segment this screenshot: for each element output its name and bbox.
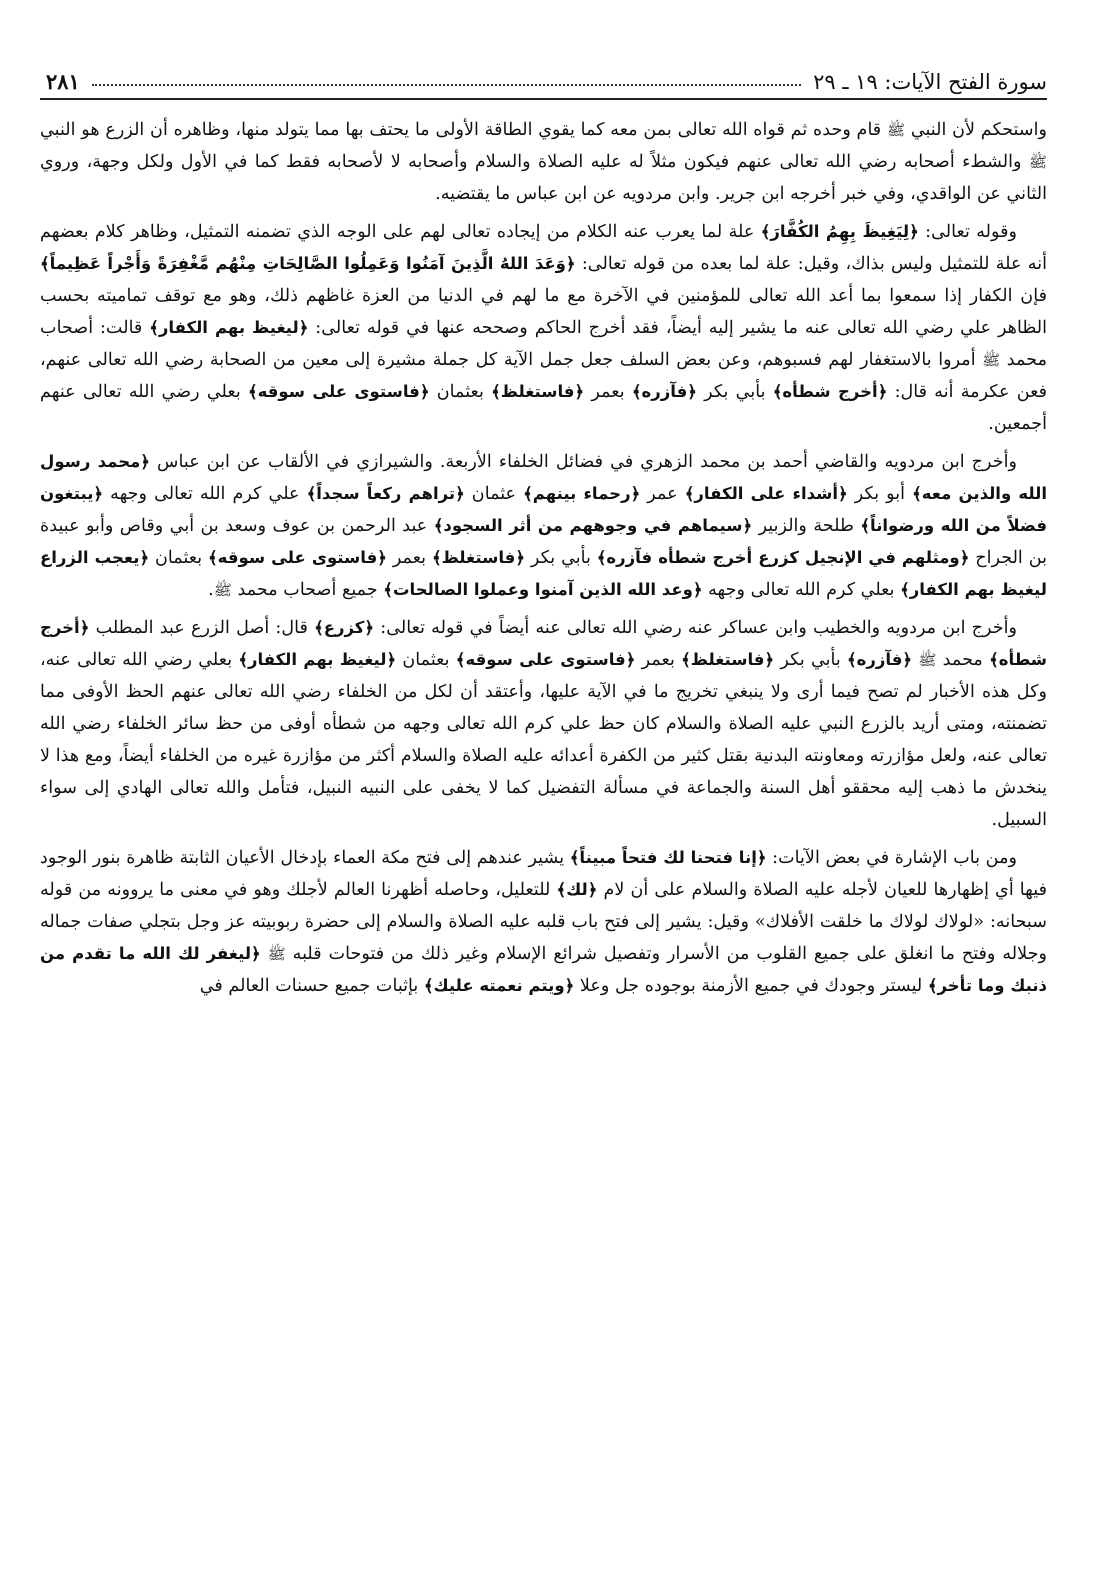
quran-quote: ﴿يعجب الزراع ليغيظ بهم الكفار﴾: [40, 548, 1047, 599]
text-run: بعمر: [584, 382, 632, 402]
text-run: للتعليل، وحاصله أظهرنا العالم لأجلك وهو في معنى ما يروونه من قوله سبحانه: «لولاك لولاك ما خلقت الأفلاك» وقيل: يشير إلى فتح باب قلبه عليه الصلاة والسلام إلى حضرة ربوبيته عز وجل بتجلي صفات جماله وجلاله وفتح ما انغلق على جميع القلوب من الأسرار وتفصيل شرائع الإسلام وغير ذلك من فتوحات قلبه: [40, 880, 1047, 964]
page-header: [46, 58, 1047, 94]
text-run: بعثمان: [149, 548, 209, 568]
quran-quote: ﴿كزرع﴾: [314, 618, 375, 637]
text-run: ومن باب الإشارة في بعض الآيات:: [766, 848, 1017, 868]
text-run: طلحة والزبير: [752, 516, 861, 536]
text-run: بعثمان: [396, 650, 456, 670]
text-run: محمد: [936, 650, 990, 670]
text-run: أبو بكر: [847, 484, 913, 504]
text-run: عمر: [640, 484, 685, 504]
text-run: قالت: أصحاب محمد: [40, 318, 1047, 370]
quran-quote: ﴿ويتم نعمته عليك﴾: [423, 976, 575, 995]
paragraph-1: [40, 114, 1047, 210]
quran-quote: ﴿فآزره﴾: [847, 650, 913, 669]
paragraph-3: [40, 446, 1047, 606]
page-number: ٢٨١: [46, 69, 80, 94]
paragraph-4: [40, 612, 1047, 836]
running-title: سورة الفتح الآيات: ١٩ ـ ٢٩: [813, 70, 1047, 94]
text-run: واستحكم لأن النبي: [905, 120, 1047, 140]
quran-quote: ﴿إنا فتحنا لك فتحاً مبيناً﴾: [569, 848, 767, 867]
quran-quote: ﴿فاستغلظ﴾: [681, 650, 775, 669]
honorific-symbol: ﷺ: [267, 945, 286, 963]
text-run: والشطء أصحابه رضي الله تعالى عنهم فيكون مثلاً له عليه الصلاة والسلام وأصحابه لا لأصحابه فقط كما في الأول ولكل وجهة، وروي الثاني عن الواقدي، وفي خبر أخرجه ابن جرير. وابن مردويه عن ابن عباس ما يقتضيه.: [40, 152, 1047, 204]
quran-quote: ﴿أشداء على الكفار﴾: [684, 484, 848, 503]
text-run: علي كرم الله تعالى وجهه: [103, 484, 307, 504]
quran-quote: ﴿ليغيظ بهم الكفار﴾: [149, 318, 309, 337]
page-body: [40, 114, 1047, 1002]
honorific-symbol: ﷺ: [213, 581, 232, 599]
quran-quote: ﴿أخرج شطأه﴾: [40, 618, 1047, 669]
text-run: بعلي رضي الله تعالى عنهم أجمعين.: [40, 382, 1047, 434]
quran-quote: ﴿فاستوى على سوقه﴾: [455, 650, 636, 669]
text-run: بعثمان: [429, 382, 492, 402]
quran-quote: ﴿رحماء بينهم﴾: [523, 484, 641, 503]
text-run: فإن الكفار إذا سمعوا بما أعد الله تعالى للمؤمنين في الآخرة مع ما لهم في الدنيا من العزة غاظهم ذلك، وهو مع توقف تماميته بحسب الظاهر علي رضي الله تعالى عنه ما يشير إليه أيضاً، فقد أخرج الحاكم وصححه عنها في قوله تعالى:: [40, 286, 1047, 338]
quran-quote: ﴿فآزره﴾: [631, 382, 697, 401]
paragraph-5: [40, 842, 1047, 1002]
quran-quote: ﴿لِيَغِيظَ بِهِمُ الكُفَّارَ﴾: [760, 222, 919, 241]
honorific-symbol: ﷺ: [886, 121, 906, 139]
text-run: قام وحده ثم قواه الله تعالى بمن معه كما يقوي الطاقة الأولى ما يحتف بها مما يتولد منها، وظاهره أن الزرع هو النبي: [40, 120, 887, 140]
text-run: جميع أصحاب محمد: [231, 580, 384, 600]
text-run: عثمان: [464, 484, 524, 504]
text-run: قال: أصل الزرع عبد المطلب: [89, 618, 315, 638]
quran-quote: ﴿فاستوى على سوقه﴾: [247, 382, 430, 401]
text-run: عبد الرحمن بن عوف وسعد بن أبي وقاص وأبو عبيدة بن الجراح: [40, 516, 1047, 568]
quran-quote: ﴿فاستغلظ﴾: [491, 382, 585, 401]
honorific-symbol: ﷺ: [918, 651, 937, 669]
paragraph-2: [40, 216, 1047, 440]
quran-quote: ﴿أخرج شطأه﴾: [772, 382, 888, 401]
quran-quote: ﴿سيماهم في وجوههم من أثر السجود﴾: [433, 516, 753, 535]
text-run: وأخرج ابن مردويه والقاضي أحمد بن محمد الزهري في فضائل الخلفاء الأربعة. والشيرازي في الألقاب عن ابن عباس: [149, 452, 1017, 472]
quran-quote: ﴿فاستغلظ﴾: [431, 548, 525, 567]
text-run: أمروا بالاستغفار لهم فسبوهم، وعن بعض السلف جعل جمل الآية كل جملة مشيرة إلى معين من الصحابة رضي الله تعالى عنهم، فعن عكرمة أنه قال:: [40, 350, 1048, 402]
text-run: بأبي بكر: [696, 382, 773, 402]
text-run: وقوله تعالى:: [918, 222, 1018, 242]
quran-quote: ﴿وعد الله الذين آمنوا وعملوا الصالحات﴾: [383, 580, 703, 599]
text-run: علة لما يعرب عنه الكلام من إيجاده تعالى لهم على الوجه الذي تضمنه التمثيل، وظاهر كلام بعضهم أنه علة للتمثيل وليس بذاك، وقيل: علة لما بعده من قوله تعالى:: [40, 222, 1047, 274]
text-run: بأبي بكر: [524, 548, 597, 568]
honorific-symbol: ﷺ: [1028, 153, 1047, 171]
honorific-symbol: ﷺ: [982, 351, 1001, 369]
text-run: .: [208, 580, 214, 600]
quran-quote: ﴿لك﴾: [556, 880, 598, 899]
text-run: ليستر وجودك في جميع الأزمنة بوجوده جل وعلا: [574, 976, 928, 996]
quran-quote: ﴿تراهم ركعاً سجداً﴾: [306, 484, 465, 503]
text-run: بأبي بكر: [774, 650, 847, 670]
header-dot-leader: [92, 84, 801, 86]
text-run: وأخرج ابن مردويه والخطيب وابن عساكر عنه رضي الله تعالى عنه أيضاً في قوله تعالى:: [374, 618, 1017, 638]
text-run: يشير عندهم إلى فتح مكة العماء بإدخال الأعيان الثابتة ظاهرة بنور الوجود فيها أي إظهارها للعيان لأجله عليه الصلاة والسلام على أن لام: [40, 848, 1047, 900]
quran-quote: ﴿وَعَدَ اللهُ الَّذِينَ آمَنُوا وَعَمِلُوا الصَّالِحَاتِ مِنْهُم مَّغْفِرَةً وَأَجْراً عَظِيماً﴾: [40, 254, 576, 273]
quran-quote: ﴿ليغفر لك الله ما تقدم من ذنبك وما تأخر﴾: [40, 944, 1047, 995]
text-run: [261, 944, 268, 964]
quran-quote: ﴿فاستوى على سوقه﴾: [208, 548, 387, 567]
quran-quote: ﴿ليغيظ بهم الكفار﴾: [238, 650, 397, 669]
quran-quote: ﴿يبتغون فضلاً من الله ورضواناً﴾: [40, 484, 1047, 535]
text-run: بعلي رضي الله تعالى عنه، وكل هذه الأخبار لم تصح فيما أرى ولا ينبغي تخريج ما في الآية عليها، وأعتقد أن لكل من الخلفاء رضي الله تعالى عنهم الحظ الأوفى مما تضمنته، ومتى أريد بالزرع النبي عليه الصلاة والسلام كان حظ علي كرم الله تعالى وجهه من شطأه أوفى من حظ سائر الخلفاء رضي الله تعالى عنه، ولعل مؤازرته ومعاونته البدنية بقتل كثير من الكفرة أعدائه عليه الصلاة والسلام أكثر من مؤازرة غيره من الخلفاء أيضاً، ومع هذا لا ينخدش ما ذهب إليه محققو أهل السنة والجماعة في مسألة التفضيل كما لا يخفى على النبيه النبيل، فتأمل والله تعالى الهادي إلى سواء السبيل.: [40, 650, 1047, 830]
text-run: بعمر: [635, 650, 682, 670]
text-run: بعلي كرم الله تعالى وجهه: [702, 580, 901, 600]
text-run: بإثبات جميع حسنات العالم في: [199, 976, 424, 996]
quran-quote: ﴿محمد رسول الله والذين معه﴾: [40, 452, 1048, 503]
text-run: بعمر: [386, 548, 432, 568]
header-rule: [40, 98, 1047, 100]
quran-quote: ﴿ومثلهم في الإنجيل كزرع أخرج شطأه فآزره﴾: [596, 548, 970, 567]
